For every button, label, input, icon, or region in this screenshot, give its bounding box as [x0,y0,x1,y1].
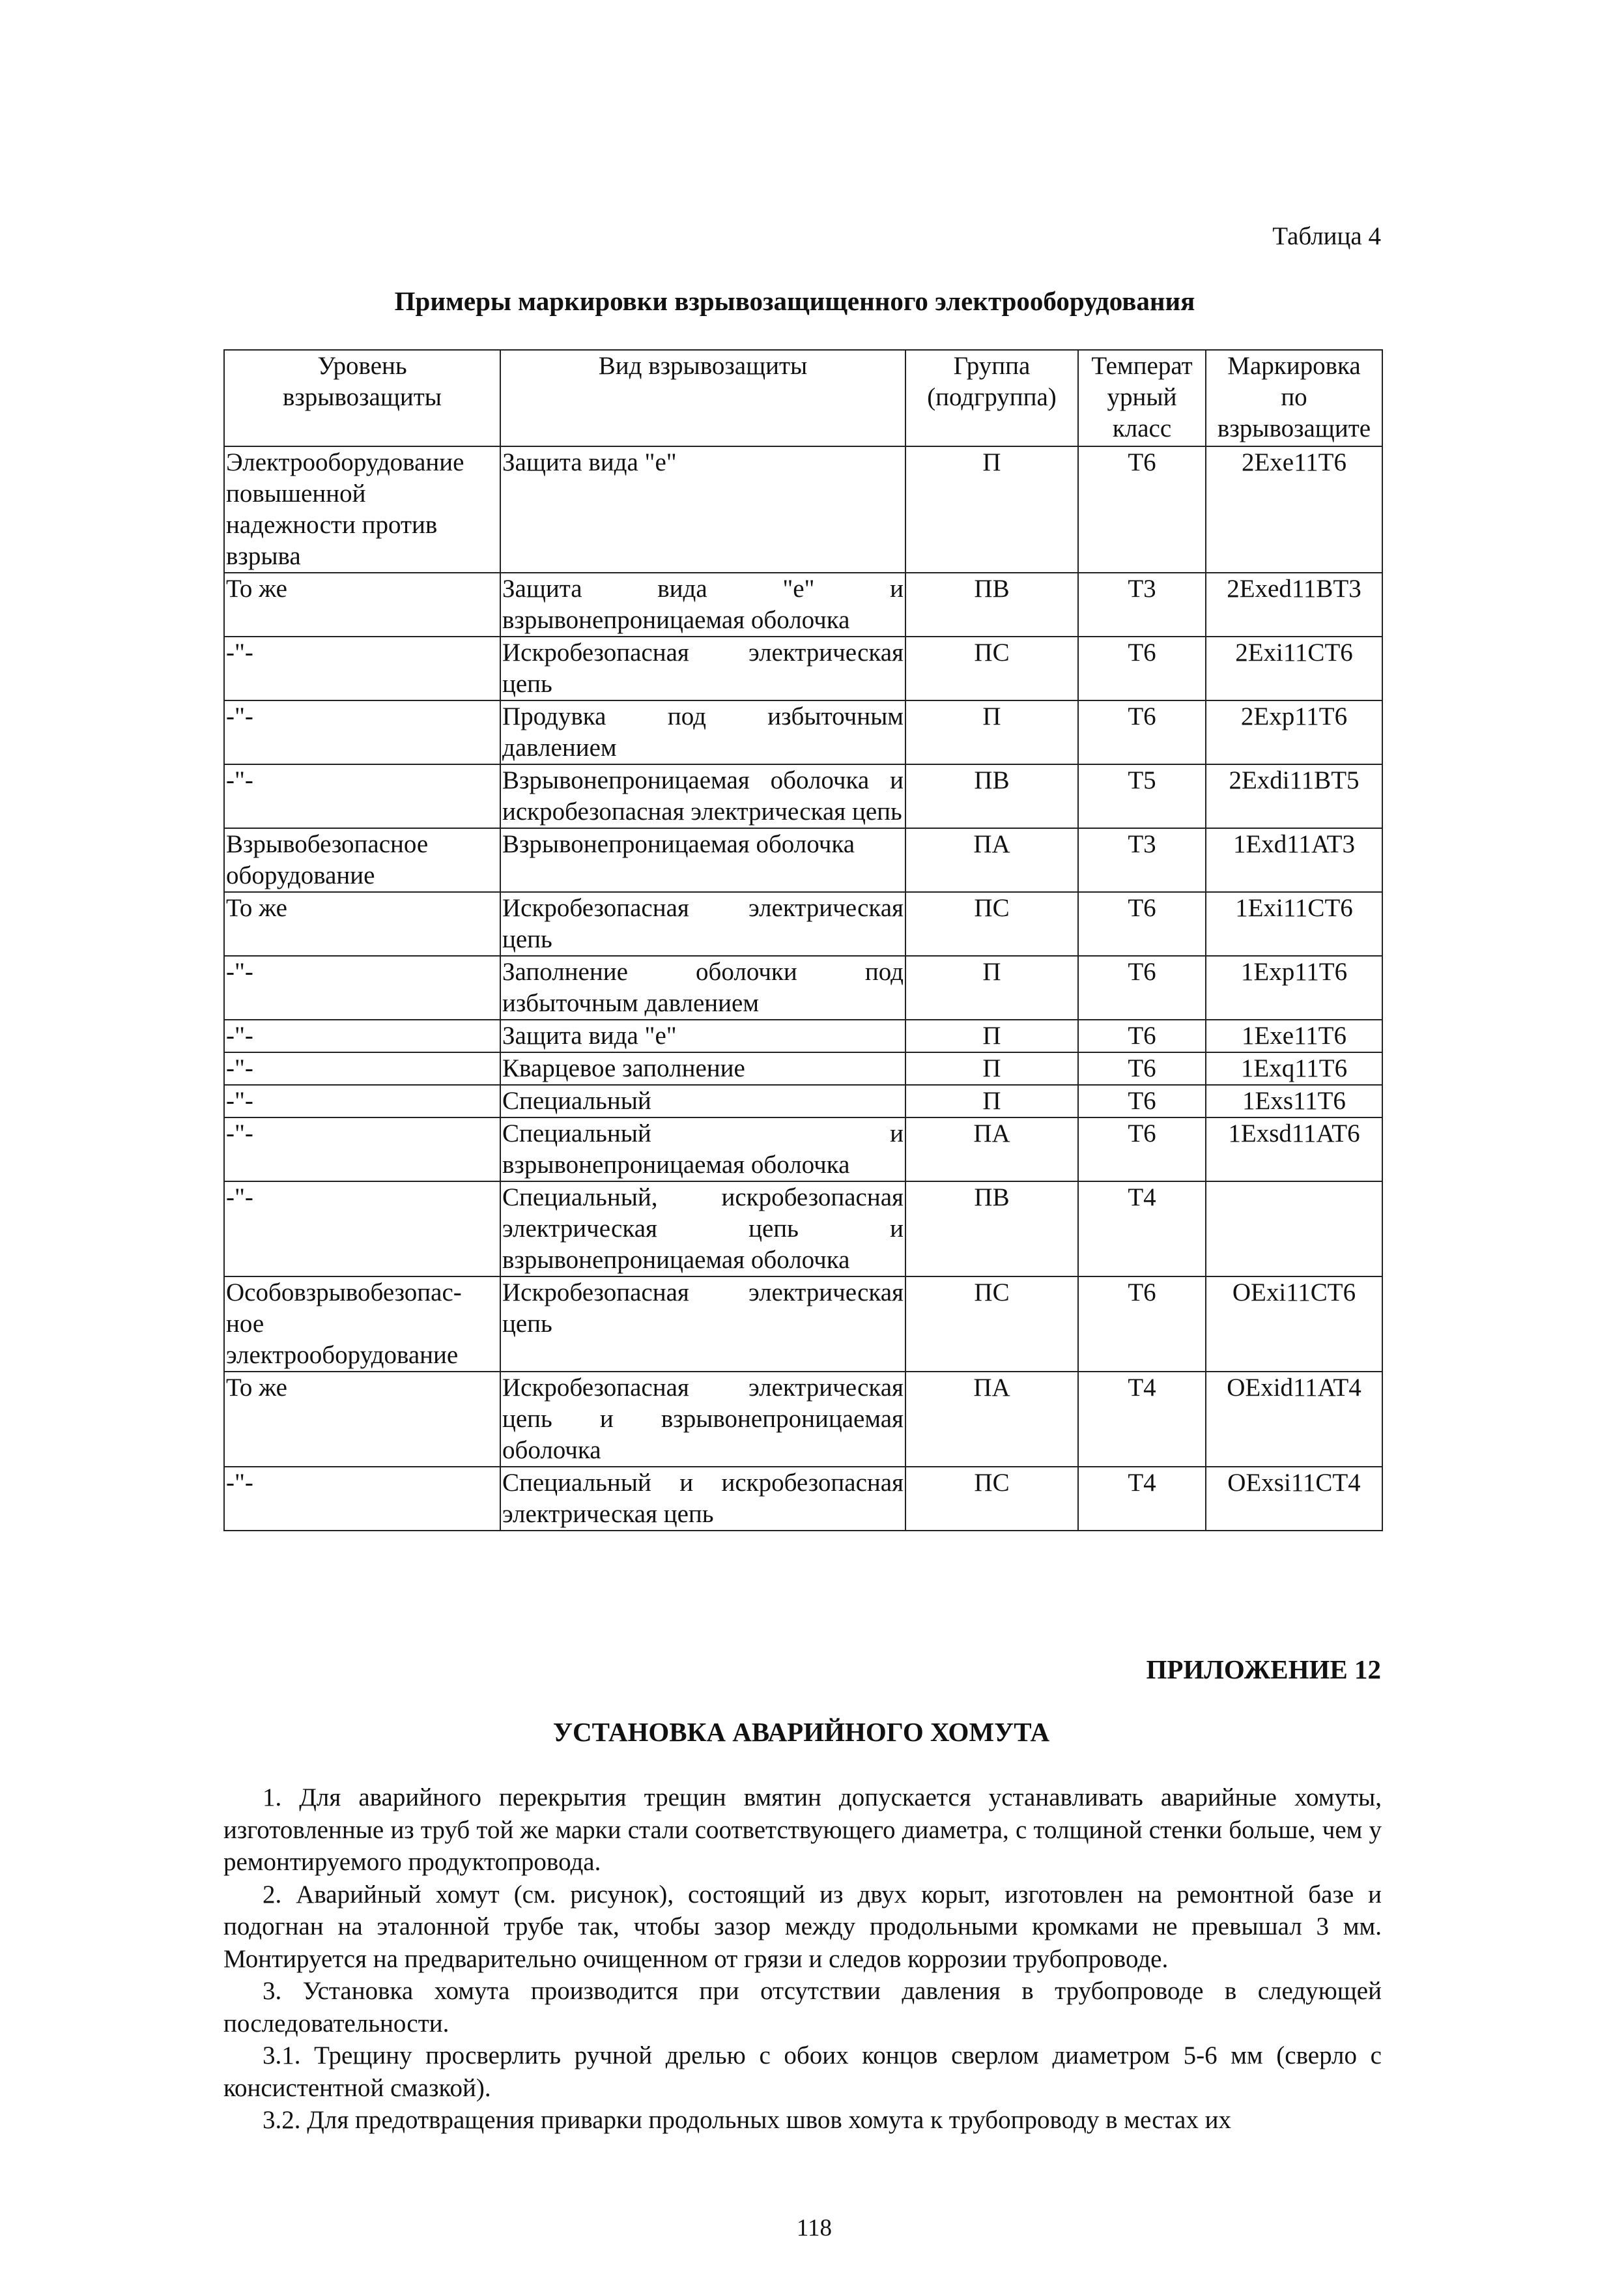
cell-marking: 2Exi11CT6 [1206,637,1382,700]
cell-temp-class: Т4 [1078,1467,1206,1531]
table-row [224,892,1382,956]
cell-temp-class: Т6 [1078,446,1206,573]
appendix-label: ПРИЛОЖЕНИЕ 12 [1146,1654,1381,1684]
table-row [224,700,1382,764]
paragraph: 3.2. Для предотвращения приварки продольных швов хомута к трубопроводу в местах их [263,2106,1231,2134]
cell-group: ПС [905,637,1078,700]
cell-temp-class: Т6 [1078,1276,1206,1372]
cell-protection-type: Специальный, искробезопасная электрическая цепь и взрывонепроницаемая оболочка [500,1181,905,1276]
cell-protection-type: Взрывонепроницаемая оболочка [500,828,905,892]
header-group-line: Группа [953,352,1031,380]
cell-protection-type: Искробезопасная электрическая цепь [500,1276,905,1372]
cell-group: ПВ [905,1181,1078,1276]
cell-level: -"- [224,637,500,700]
cell-marking: 1Exd11AT3 [1206,828,1382,892]
cell-marking: 1Exs11T6 [1206,1085,1382,1117]
cell-marking: 1Exi11CT6 [1206,892,1382,956]
cell-group: ПС [905,892,1078,956]
cell-group: ПА [905,1117,1078,1181]
table-row [224,1181,1382,1276]
cell-marking: 2Exp11T6 [1206,700,1382,764]
cell-protection-type: Продувка под избыточным давлением [500,700,905,764]
cell-level: То же [224,573,500,637]
cell-temp-class: Т6 [1078,892,1206,956]
body-text [223,1781,1382,2137]
table-row [224,1467,1382,1531]
table-row [224,764,1382,828]
cell-level: -"- [224,1117,500,1181]
table-row [224,573,1382,637]
cell-temp-class: Т4 [1078,1372,1206,1467]
cell-level: То же [224,1372,500,1467]
cell-group: П [905,1085,1078,1117]
cell-protection-type: Специальный и взрывонепроницаемая оболочка [500,1117,905,1181]
cell-protection-type: Специальный и искробезопасная электрическая цепь [500,1467,905,1531]
cell-group: П [905,956,1078,1020]
table-row [224,637,1382,700]
header-group-line: (подгруппа) [927,383,1057,411]
table-row [224,446,1382,573]
cell-level: -"- [224,700,500,764]
header-type-line: Вид взрывозащиты [598,352,808,380]
header-level-line: взрывозащиты [282,383,442,411]
cell-protection-type: Искробезопасная электрическая цепь [500,637,905,700]
cell-temp-class: Т6 [1078,700,1206,764]
header-level-line: Уровень [317,352,407,380]
cell-temp-class: Т6 [1078,1117,1206,1181]
cell-protection-type: Защита вида "е" и взрывонепроницаемая оболочка [500,573,905,637]
cell-group: П [905,1020,1078,1052]
cell-protection-type: Взрывонепроницаемая оболочка и искробезопасная электрическая цепь [500,764,905,828]
paragraph: 2. Аварийный хомут (см. рисунок), состоящий из двух корыт, изготовлен на ремонтной базе и подогнан на эталонной трубе так, чтобы зазор между продольными кромками не превышал 3 мм. Монтируется на предварительно очищенном от грязи и следов коррозии трубопроводе. [223,1880,1382,1973]
cell-protection-type: Искробезопасная электрическая цепь и взрывонепроницаемая оболочка [500,1372,905,1467]
cell-group: П [905,446,1078,573]
cell-level: -"- [224,1181,500,1276]
cell-protection-type: Заполнение оболочки под избыточным давлением [500,956,905,1020]
cell-marking: 2Exdi11BT5 [1206,764,1382,828]
table-title: Примеры маркировки взрывозащищенного электрооборудования [394,286,1195,316]
table-row [224,1372,1382,1467]
header-group [905,350,1078,446]
cell-protection-type: Защита вида "е" [500,1020,905,1052]
cell-temp-class: Т3 [1078,573,1206,637]
table-row [224,1052,1382,1085]
cell-level: Электрооборудование повышенной надежности против взрыва [224,446,500,573]
header-temp-line: урный [1107,383,1177,411]
cell-marking [1206,1181,1382,1276]
cell-group: ПС [905,1467,1078,1531]
table-row [224,1117,1382,1181]
table-number-label: Таблица 4 [1272,222,1381,250]
header-marking-line: по [1281,383,1307,411]
header-marking-line: Маркировка [1227,352,1361,380]
cell-marking: 1Exe11T6 [1206,1020,1382,1052]
paragraph: 1. Для аварийного перекрытия трещин вмятин допускается устанавливать аварийные хомуты, изготовленные из труб той же марки стали соответствующего диаметра, с толщиной стенки больше, чем у ремонтируемого продуктопровода. [223,1783,1382,1876]
cell-protection-type: Искробезопасная электрическая цепь [500,892,905,956]
cell-temp-class: Т6 [1078,1052,1206,1085]
cell-group: ПВ [905,764,1078,828]
header-temp-line: класс [1112,414,1172,442]
cell-marking: OExsi11CT4 [1206,1467,1382,1531]
table-header-row [224,350,1382,446]
cell-group: ПВ [905,573,1078,637]
table-body [224,446,1382,1531]
table-row [224,828,1382,892]
table-row [224,1276,1382,1372]
paragraph: 3. Установка хомута производится при отсутствии давления в трубопроводе в следующей последовательности. [223,1977,1382,2038]
cell-protection-type: Кварцевое заполнение [500,1052,905,1085]
cell-marking: OExid11AT4 [1206,1372,1382,1467]
cell-level: То же [224,892,500,956]
cell-protection-type: Защита вида "е" [500,446,905,573]
cell-level: -"- [224,1020,500,1052]
header-marking [1206,350,1382,446]
cell-level: -"- [224,1467,500,1531]
cell-level: Особовзрывобезопас-ное электрооборудование [224,1276,500,1372]
cell-level: -"- [224,1052,500,1085]
cell-group: П [905,700,1078,764]
cell-group: ПС [905,1276,1078,1372]
cell-temp-class: Т6 [1078,637,1206,700]
cell-temp-class: Т6 [1078,1085,1206,1117]
cell-temp-class: Т4 [1078,1181,1206,1276]
cell-group: П [905,1052,1078,1085]
cell-temp-class: Т3 [1078,828,1206,892]
header-marking-line: взрывозащите [1217,414,1371,442]
cell-temp-class: Т6 [1078,1020,1206,1052]
page-number: 118 [796,2215,833,2241]
cell-level: -"- [224,1085,500,1117]
header-temp-class [1078,350,1206,446]
table-row [224,956,1382,1020]
cell-marking: OExi11CT6 [1206,1276,1382,1372]
section-title: УСТАНОВКА АВАРИЙНОГО ХОМУТА [552,1717,1050,1747]
paragraph: 3.1. Трещину просверлить ручной дрелью с обоих концов сверлом диаметром 5-6 мм (сверло с консистентной смазкой). [223,2041,1382,2102]
cell-marking: 1Exp11T6 [1206,956,1382,1020]
header-type [500,350,905,446]
cell-marking: 2Exe11T6 [1206,446,1382,573]
cell-group: ПА [905,828,1078,892]
cell-group: ПА [905,1372,1078,1467]
cell-level: Взрывобезопасное оборудование [224,828,500,892]
cell-temp-class: Т5 [1078,764,1206,828]
cell-marking: 1Exq11T6 [1206,1052,1382,1085]
cell-marking: 1Exsd11AT6 [1206,1117,1382,1181]
cell-level: -"- [224,956,500,1020]
header-level [224,350,500,446]
header-temp-line: Температ [1091,352,1193,380]
cell-level: -"- [224,764,500,828]
cell-protection-type: Специальный [500,1085,905,1117]
cell-marking: 2Exed11BT3 [1206,573,1382,637]
table-row [224,1020,1382,1052]
explosion-protection-marking-table [223,349,1383,1531]
cell-temp-class: Т6 [1078,956,1206,1020]
table-row [224,1085,1382,1117]
